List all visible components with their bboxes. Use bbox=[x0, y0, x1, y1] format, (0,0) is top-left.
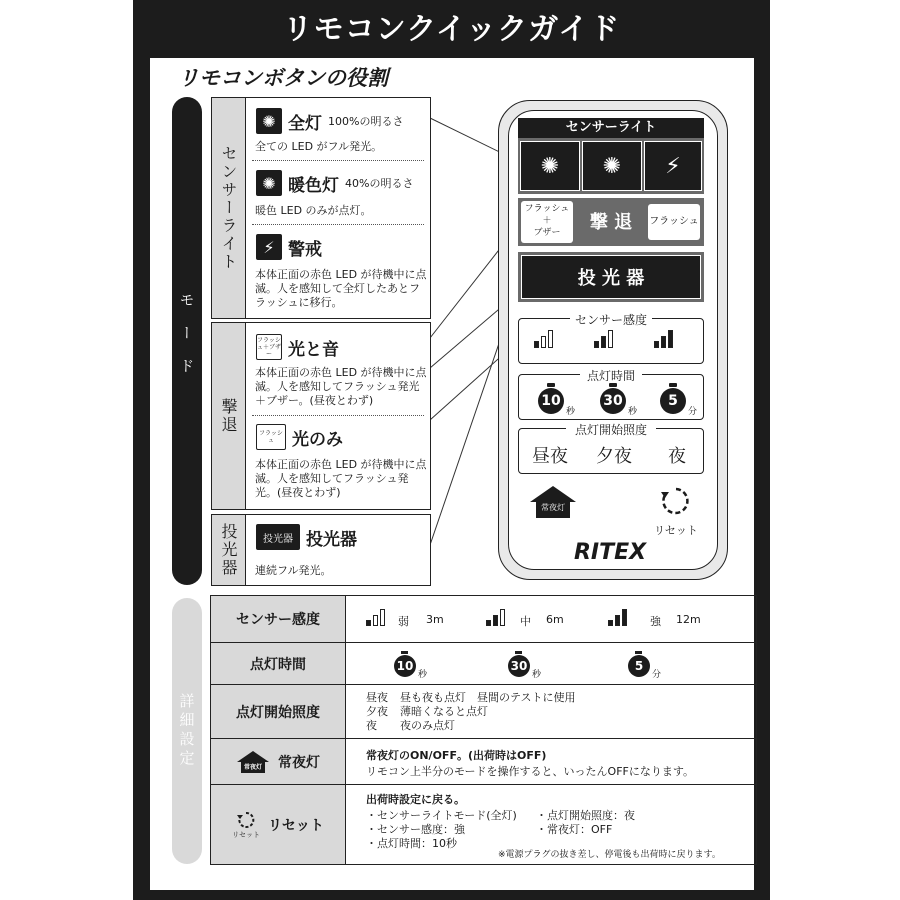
illum-list bbox=[366, 691, 576, 733]
item-alert bbox=[256, 234, 322, 260]
remote-time-30-button[interactable]: 30 bbox=[600, 388, 626, 414]
item-name: 警戒 bbox=[288, 239, 322, 260]
divider bbox=[252, 415, 424, 416]
projector-icon: 投光器 bbox=[256, 524, 300, 550]
row-content bbox=[348, 739, 756, 784]
reset-icon bbox=[236, 810, 256, 830]
page-title: リモコンクイックガイド bbox=[282, 12, 621, 47]
time-unit: 分 bbox=[652, 670, 662, 680]
time-unit: 秒 bbox=[628, 407, 638, 417]
row-label: 常夜灯 bbox=[278, 754, 320, 771]
house-icon bbox=[236, 750, 270, 774]
reset-note: ※電源プラグの抜き差し、停電後も出荷時に戻ります。 bbox=[498, 850, 721, 860]
level-name: 中 bbox=[520, 615, 531, 628]
section-subtitle: リモコンボタンの役割 bbox=[178, 66, 388, 90]
timer-10-icon: 10 bbox=[394, 655, 416, 677]
level-distance: 6m bbox=[546, 613, 564, 626]
projector-tab: 投光器 bbox=[212, 515, 246, 585]
row-label: リセット bbox=[268, 817, 324, 834]
item-warm-light bbox=[256, 170, 413, 196]
detail-section-label: 詳細設定 bbox=[172, 598, 202, 864]
item-percent: 100%の明るさ bbox=[328, 115, 404, 128]
bulb-icon: ✺ bbox=[256, 108, 282, 134]
reset-line2b: ・点灯開始照度：夜 bbox=[536, 809, 635, 822]
plus-label: ＋ bbox=[542, 216, 552, 226]
flash-buzzer-icon: フラッシュ＋ブザー bbox=[256, 334, 282, 360]
row-label: 点灯時間 bbox=[211, 643, 346, 684]
remote-flash-buzzer-button[interactable] bbox=[521, 201, 573, 243]
item-name: 全灯 bbox=[288, 113, 322, 134]
remote-illum-night-button[interactable]: 夜 bbox=[668, 446, 686, 467]
item-desc: 全ての LED がフル発光。 bbox=[255, 140, 383, 153]
reset-label: リセット bbox=[654, 524, 698, 537]
item-name: 光と音 bbox=[288, 339, 339, 360]
buzzer-label: ブザー bbox=[533, 228, 561, 238]
row-content bbox=[348, 643, 756, 684]
reset-line2a: ・センサーライトモード(全灯) bbox=[366, 809, 517, 822]
row-label-cell bbox=[211, 739, 346, 784]
time-unit: 秒 bbox=[566, 407, 576, 417]
time-unit: 分 bbox=[688, 407, 698, 417]
time-unit: 秒 bbox=[532, 670, 542, 680]
item-desc: 本体正面の赤色 LED が待機中に点滅。人を感知してフラッシュ発光。(昼夜とわず) bbox=[255, 458, 427, 499]
table-row-illum bbox=[211, 685, 756, 739]
remote-projector-button[interactable]: 投 光 器 bbox=[521, 255, 701, 299]
item-desc: 本体正面の赤色 LED が待機中に点滅。人を感知してフラッシュ発光＋ブザー。(昼夜とわず) bbox=[255, 366, 427, 407]
detail-table bbox=[210, 595, 757, 865]
item-name: 暖色灯 bbox=[288, 175, 339, 196]
remote-sensitivity-high-button[interactable] bbox=[654, 330, 673, 352]
level-distance: 12m bbox=[676, 613, 701, 626]
remote-time-title: 点灯時間 bbox=[580, 367, 642, 384]
item-name: 投光器 bbox=[306, 529, 357, 550]
timer-30-icon: 30 bbox=[508, 655, 530, 677]
divider bbox=[252, 160, 424, 161]
level-name: 強 bbox=[650, 615, 661, 628]
illum-key: 夕夜 bbox=[366, 705, 388, 718]
remote-repel-label: 撃 退 bbox=[589, 212, 633, 233]
time-unit: 秒 bbox=[418, 670, 428, 680]
level-distance: 3m bbox=[426, 613, 444, 626]
remote-time-5-button[interactable]: 5 bbox=[660, 388, 686, 414]
sensitivity-low-icon bbox=[366, 608, 385, 629]
item-light-only bbox=[256, 424, 343, 450]
night-light-label: 常夜灯 bbox=[541, 503, 565, 512]
remote-sensitivity-mid-button[interactable] bbox=[594, 330, 613, 352]
bulb-lightning-icon: ⚡ bbox=[256, 234, 282, 260]
item-name: 光のみ bbox=[292, 429, 343, 450]
item-desc: 暖色 LED のみが点灯。 bbox=[255, 204, 372, 217]
bulb-icon: ✺ bbox=[256, 170, 282, 196]
remote-illum-title: 点灯開始照度 bbox=[566, 421, 656, 438]
brand-logo: RITEX bbox=[573, 540, 647, 565]
remote-sensor-light-title: センサーライト bbox=[518, 118, 704, 138]
table-row-sensitivity bbox=[211, 596, 756, 643]
illum-key: 昼夜 bbox=[366, 691, 388, 704]
remote-illum-daynight-button[interactable]: 昼夜 bbox=[532, 446, 568, 467]
icon-text: 常夜灯 bbox=[243, 763, 262, 771]
reset-icon bbox=[659, 484, 693, 518]
row-content bbox=[348, 785, 756, 864]
repel-tab: 撃退 bbox=[212, 323, 246, 509]
table-row-time bbox=[211, 643, 756, 685]
reset-line4: ・点灯時間：10秒 bbox=[366, 837, 457, 850]
remote-reset-button[interactable] bbox=[652, 484, 700, 538]
row-content bbox=[348, 596, 756, 642]
illum-key: 夜 bbox=[366, 719, 377, 732]
illum-value: 薄暗くなると点灯 bbox=[400, 705, 488, 718]
table-row-reset bbox=[211, 785, 756, 864]
remote-time-10-button[interactable]: 10 bbox=[538, 388, 564, 414]
reset-line1: 出荷時設定に戻る。 bbox=[366, 793, 465, 806]
remote-sensitivity-title: センサー感度 bbox=[570, 311, 652, 328]
icon-text: リセット bbox=[232, 830, 261, 839]
row-label: センサー感度 bbox=[211, 596, 346, 642]
sensor-light-tab: センサーライト bbox=[212, 98, 246, 318]
table-row-night-light bbox=[211, 739, 756, 785]
sensitivity-mid-icon bbox=[486, 608, 505, 629]
illum-value: 夜のみ点灯 bbox=[400, 719, 455, 732]
illum-value: 昼も夜も点灯 昼間のテストに使用 bbox=[400, 691, 576, 704]
remote-alert-button[interactable]: ⚡ bbox=[644, 141, 702, 191]
item-full-light bbox=[256, 108, 403, 134]
night-light-line2: リモコン上半分のモードを操作すると、いったんOFFになります。 bbox=[366, 765, 694, 778]
reset-icon-wrap bbox=[232, 810, 260, 840]
remote-warm-light-button[interactable]: ✺ bbox=[582, 141, 642, 191]
remote-illum-evening-button[interactable]: 夕夜 bbox=[596, 446, 632, 467]
flash-icon: フラッシュ bbox=[256, 424, 286, 450]
item-percent: 40%の明るさ bbox=[345, 177, 414, 190]
remote-night-light-button[interactable] bbox=[528, 484, 578, 524]
item-projector bbox=[256, 524, 357, 550]
reset-line3b: ・常夜灯：OFF bbox=[536, 823, 613, 836]
row-content bbox=[348, 685, 756, 738]
sensitivity-high-icon bbox=[608, 608, 627, 629]
reset-line3a: ・センサー感度：強 bbox=[366, 823, 465, 836]
remote-flash-button[interactable]: フラッシュ bbox=[648, 204, 700, 240]
item-desc: 本体正面の赤色 LED が待機中に点滅。人を感知して全灯したあとフラッシュに移行。 bbox=[255, 268, 427, 309]
flash-label: フラッシュ bbox=[524, 204, 570, 214]
remote-sensitivity-low-button[interactable] bbox=[534, 330, 553, 352]
divider bbox=[252, 224, 424, 225]
row-label-cell bbox=[211, 785, 346, 864]
item-light-sound bbox=[256, 334, 339, 360]
remote-full-light-button[interactable]: ✺ bbox=[520, 141, 580, 191]
timer-5-icon: 5 bbox=[628, 655, 650, 677]
row-label: 点灯開始照度 bbox=[211, 685, 346, 738]
night-light-line1: 常夜灯のON/OFF。(出荷時はOFF) bbox=[366, 749, 547, 762]
item-desc: 連続フル発光。 bbox=[255, 564, 332, 577]
level-name: 弱 bbox=[398, 615, 409, 628]
mode-section-label: モード bbox=[172, 97, 202, 585]
